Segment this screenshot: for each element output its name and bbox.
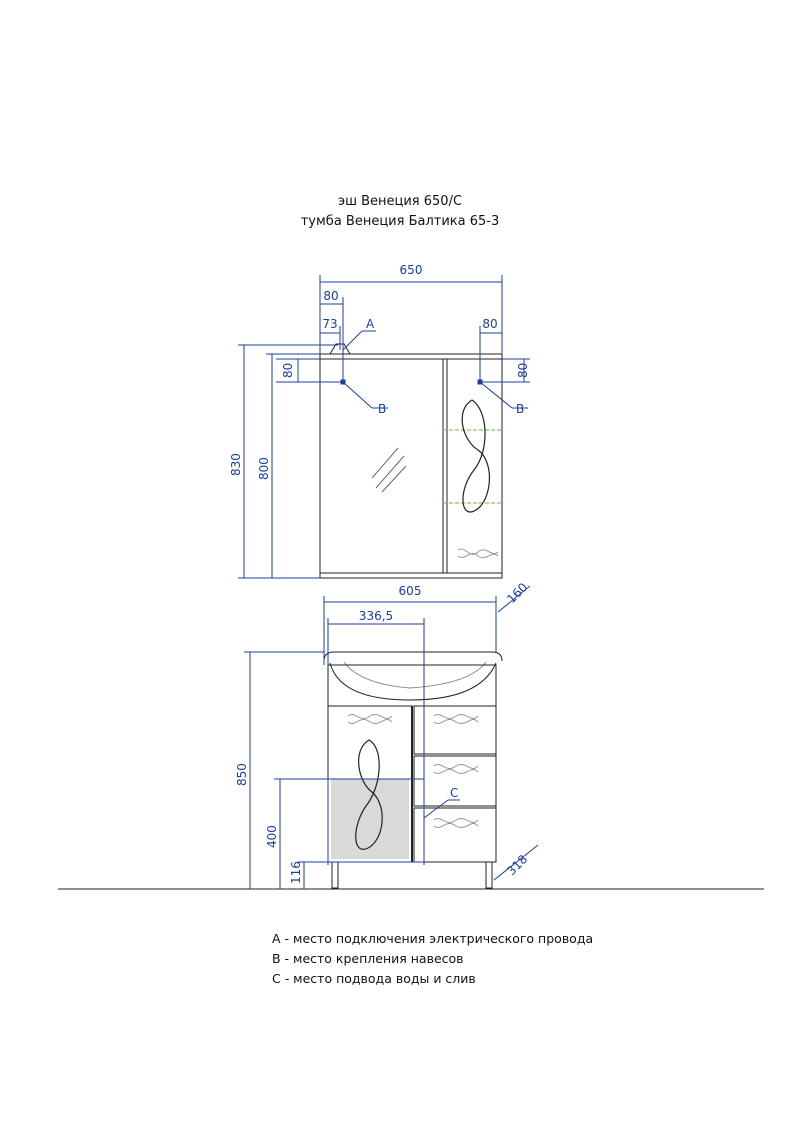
dim-605: 605 xyxy=(398,584,422,598)
drawer-1 xyxy=(414,706,496,754)
legend-b: B - место крепления навесов xyxy=(272,951,464,966)
sink-basin xyxy=(330,663,496,700)
decor-bow-mirror-2 xyxy=(458,553,498,557)
dim-160: 160 xyxy=(504,580,531,607)
vanity xyxy=(58,652,764,889)
vanity-countertop xyxy=(324,652,502,661)
mirror-glare-3 xyxy=(382,466,406,492)
decor-bow-drawer-3 xyxy=(434,818,478,822)
decor-bow-drawer-3b xyxy=(434,823,478,827)
dim-116: 116 xyxy=(289,861,303,884)
legend-c: C - место подвода воды и слив xyxy=(272,971,476,986)
leg-right xyxy=(486,862,492,888)
dim-80-right-vertical: 80 xyxy=(516,362,530,378)
mirror-cabinet xyxy=(320,344,502,578)
mirror-cabinet-body xyxy=(320,354,502,578)
decor-bow-drawer-2 xyxy=(434,764,478,768)
title-line-1: эш Венеция 650/С xyxy=(337,194,463,209)
decor-bow-drawer-1b xyxy=(434,719,478,723)
decor-bow-door xyxy=(348,714,392,718)
dim-850: 850 xyxy=(235,763,249,786)
sink-basin-inner xyxy=(344,662,486,688)
title-line-2: тумба Венеция Балтика 65-3 xyxy=(300,214,500,229)
dim-80-right: 80 xyxy=(482,317,498,331)
dim-80-top: 80 xyxy=(323,289,339,303)
decor-bow-door-2 xyxy=(348,719,392,723)
dim-650: 650 xyxy=(399,263,423,277)
dim-318: 318 xyxy=(504,852,531,879)
dim-400: 400 xyxy=(265,825,279,848)
label-a: A xyxy=(366,317,375,331)
decor-bow-mirror xyxy=(458,549,498,554)
decor-swirl-mirror xyxy=(462,400,489,512)
label-b-right: B xyxy=(516,402,525,416)
legend-a: A - место подключения электрического провода xyxy=(272,931,594,946)
dim-80-left-vertical: 80 xyxy=(281,362,295,378)
mirror-glare-1 xyxy=(372,448,398,478)
dim-336-5: 336,5 xyxy=(358,609,394,623)
dim-800: 800 xyxy=(257,457,271,480)
dim-73: 73 xyxy=(322,317,338,331)
label-b-left: B xyxy=(378,402,387,416)
label-c: C xyxy=(450,786,459,800)
decor-bow-drawer-1 xyxy=(434,714,478,718)
dim-830: 830 xyxy=(229,453,243,476)
leg-left xyxy=(332,862,338,888)
decor-bow-drawer-2b xyxy=(434,769,478,773)
